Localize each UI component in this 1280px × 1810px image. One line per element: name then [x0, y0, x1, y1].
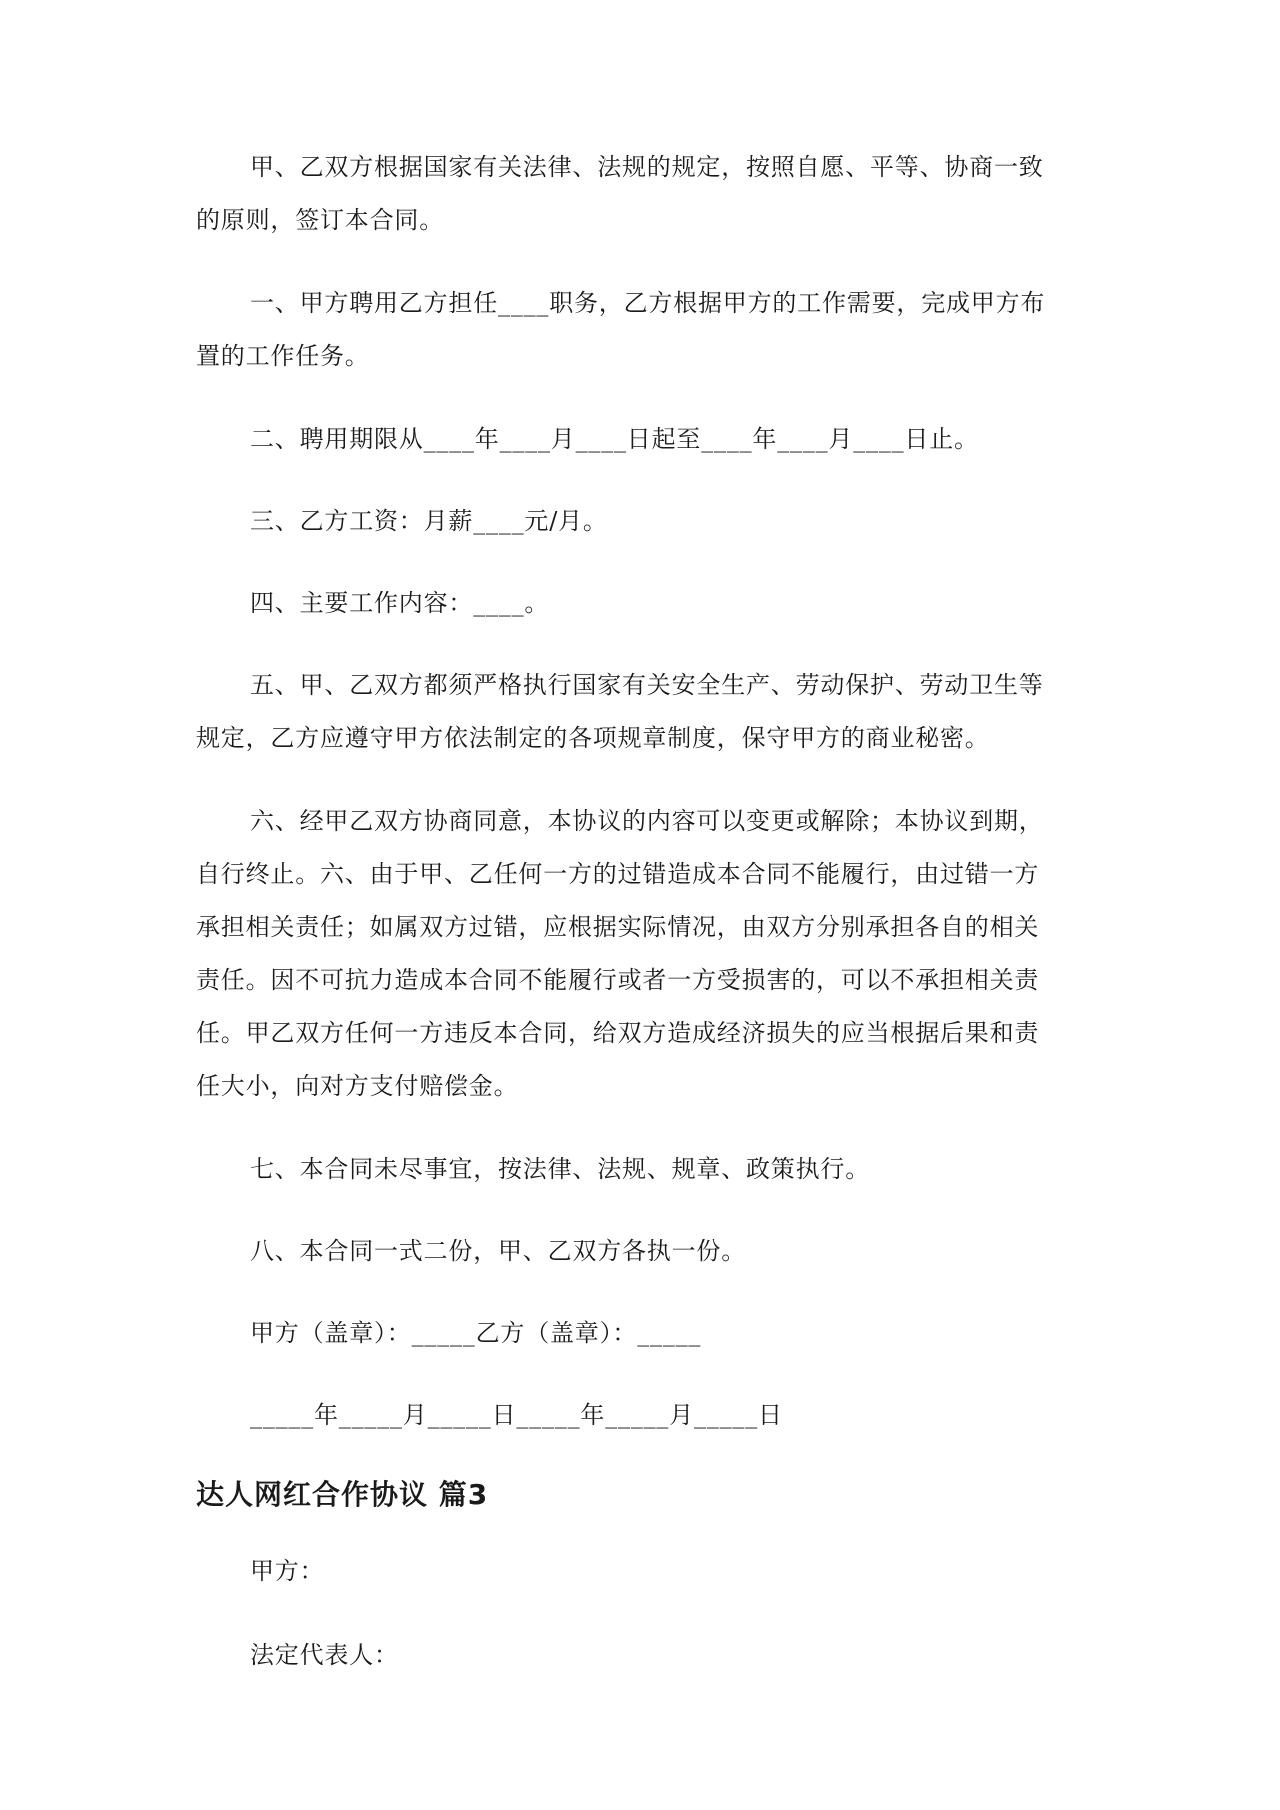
clause-2-line-1: 二、聘用期限从____年____月____日起至____年____月____日止。: [250, 425, 979, 453]
clause-1-line-1: 一、甲方聘用乙方担任____职务，乙方根据甲方的工作需要，完成甲方布: [250, 289, 1046, 317]
paragraph-intro-line-1: 甲、乙双方根据国家有关法律、法规的规定，按照自愿、平等、协商一致: [250, 153, 1044, 181]
clause-6-line-6: 任大小，向对方支付赔偿金。: [196, 1072, 519, 1100]
clause-8-line-1: 八、本合同一式二份，甲、乙双方各执一份。: [250, 1237, 746, 1265]
section-heading: 达人网红合作协议 篇3: [196, 1478, 489, 1511]
party-a-label: 甲方：: [250, 1557, 325, 1585]
signature-line: 甲方（盖章）：_____乙方（盖章）：_____: [250, 1319, 702, 1347]
clause-6-line-2: 自行终止。六、由于甲、乙任何一方的过错造成本合同不能履行，由过错一方: [196, 860, 1040, 888]
clause-6-line-3: 承担相关责任；如属双方过错，应根据实际情况，由双方分别承担各自的相关: [196, 913, 1040, 941]
clause-1-line-2: 置的工作任务。: [196, 342, 370, 370]
clause-5-line-2: 规定，乙方应遵守甲方依法制定的各项规章制度，保守甲方的商业秘密。: [196, 724, 990, 752]
clause-6-line-1: 六、经甲乙双方协商同意，本协议的内容可以变更或解除；本协议到期，: [250, 807, 1044, 835]
clause-7-line-1: 七、本合同未尽事宜，按法律、法规、规章、政策执行。: [250, 1155, 870, 1183]
clause-4-line-1: 四、主要工作内容：____。: [250, 589, 550, 617]
clause-3-line-1: 三、乙方工资：月薪____元/月。: [250, 507, 608, 535]
paragraph-intro-line-2: 的原则，签订本合同。: [196, 206, 444, 234]
date-line: _____年_____月_____日_____年_____月_____日: [250, 1401, 783, 1429]
clause-6-line-4: 责任。因不可抗力造成本合同不能履行或者一方受损害的，可以不承担相关责: [196, 966, 1040, 994]
clause-6-line-5: 任。甲乙双方任何一方违反本合同，给双方造成经济损失的应当根据后果和责: [196, 1019, 1040, 1047]
legal-representative-label: 法定代表人：: [250, 1641, 399, 1669]
clause-5-line-1: 五、甲、乙双方都须严格执行国家有关安全生产、劳动保护、劳动卫生等: [250, 671, 1044, 699]
